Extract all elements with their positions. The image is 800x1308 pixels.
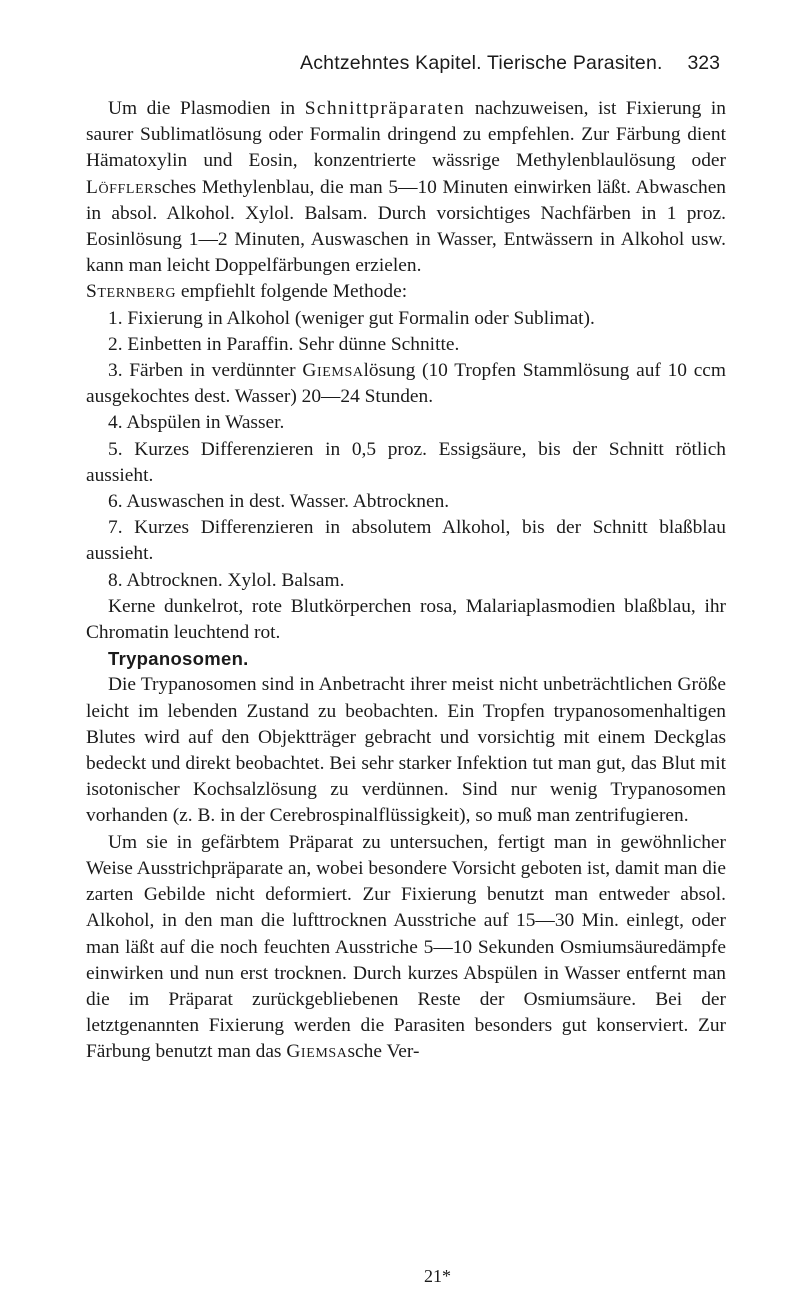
method-step-5: 5. Kurzes Differenzieren in 0,5 proz. Essigsäure, bis der Schnitt rötlich aussieht. — [86, 438, 726, 486]
page-number: 323 — [687, 52, 720, 74]
trypanosomes-paragraph-2 — [86, 830, 726, 1066]
sternberg-text: empfiehlt folgende Methode: — [176, 281, 408, 303]
author-name-giemsa-2: Giemsa — [286, 1041, 348, 1063]
trypanosomes-paragraph-1: Die Trypanosomen sind in Anbetracht ihrer meist nicht unbeträchtlichen Größe leicht im lebenden Zustand zu beobachten. Ein Tropfen trypanosomenhaltigen Blutes wird auf den Objektträger gebracht und vorsichtig mit einem Deckglas bedeckt und direkt beobachtet. Bei sehr starker Infektion tut man gut, das Blut mit isotonischer Kochsalzlösung zu verdünnen. Sind nur wenig Trypanosomen vorhanden (z. B. in der Cerebrospinalflüssigkeit), so muß man zentrifugieren. — [86, 674, 726, 827]
method-step-2: 2. Einbetten in Paraffin. Sehr dünne Schnitte. — [108, 333, 460, 355]
method-step-8: 8. Abtrocknen. Xylol. Balsam. — [108, 569, 345, 591]
step-3-text-c: lösung (10 Tropfen Stammlösung auf 10 ccm ausgekochtes dest. Wasser) 20—24 Stunden. — [86, 360, 726, 408]
result-paragraph: Kerne dunkelrot, rote Blutkörperchen rosa, Malariaplasmodien blaßblau, ihr Chromatin leuchtend rot. — [86, 595, 726, 644]
section-heading: Trypanosomen. — [108, 648, 249, 670]
method-step-4: 4. Abspülen in Wasser. — [108, 412, 285, 434]
running-head: Achtzehntes Kapitel. Tierische Parasiten. — [300, 52, 663, 74]
intro-text-1: Um die Plasmodien in — [108, 98, 305, 119]
author-name-giemsa: Giemsa — [302, 360, 364, 382]
step-3-text-a: 3. Färben in verdünnter — [108, 360, 303, 382]
tryp2-text-1: Um sie in gefärbtem Präparat zu untersuchen, fertigt man in gewöhnlicher Weise Ausstrichpräparate an, wobei besondere Vorsicht geboten ist, damit man die zarten Gebilde nicht deformiert. Zur Fixierung benutzt man entweder absol. Alkohol, in den man die lufttrocknen Ausstriche auf 15—30 Min. einlegt, oder man läßt auf die noch feuchten Ausstriche 5—10 Sekunden Osmiumsäuredämpfe einwirken und nun erst trocknen. Durch kurzes Abspülen in Wasser entfernt man die im Präparat zurückgebliebenen Reste der Osmiumsäure. Bei der letztgenannten Fixierung werden die Parasiten besonders gut konserviert. Zur Färbung benutzt man das — [86, 831, 726, 1063]
emphasized-term: Schnittpräparaten — [304, 98, 466, 119]
method-step-3 — [86, 358, 726, 410]
signature-mark: 21* — [424, 1266, 451, 1286]
intro-text-3: nachzuweisen, ist Fixierung in saurer Sublimatlösung oder Formalin dringend zu empfehlen. Zur Färbung dient Hämatoxylin und Eosin, konzentrierte wässrige Methylenblaulösung oder — [86, 98, 726, 172]
author-name-sternberg: Sternberg — [86, 281, 177, 303]
intro-paragraph — [86, 96, 726, 279]
method-step-6: 6. Auswaschen in dest. Wasser. Abtrocknen. — [108, 491, 450, 513]
page-header — [300, 52, 720, 82]
method-step-1: 1. Fixierung in Alkohol (weniger gut Formalin oder Sublimat). — [108, 307, 595, 329]
intro-text-5: sches Methylenblau, die man 5—10 Minuten einwirken läßt. Abwaschen in absol. Alkohol. Xylol. Balsam. Durch vorsichtiges Nachfärben in 1 proz. Eosinlösung 1—2 Minuten, Auswaschen in Wasser, Entwässern in Alkohol usw. kann man leicht Doppelfärbungen erzielen. — [86, 176, 726, 277]
page-body — [86, 96, 726, 1066]
sternberg-paragraph — [86, 279, 726, 305]
tryp2-text-3: sche Ver- — [347, 1041, 420, 1063]
author-name-loeffler: Löffler — [86, 176, 155, 198]
method-step-7: 7. Kurzes Differenzieren in absolutem Alkohol, bis der Schnitt blaßblau aussieht. — [86, 517, 726, 565]
